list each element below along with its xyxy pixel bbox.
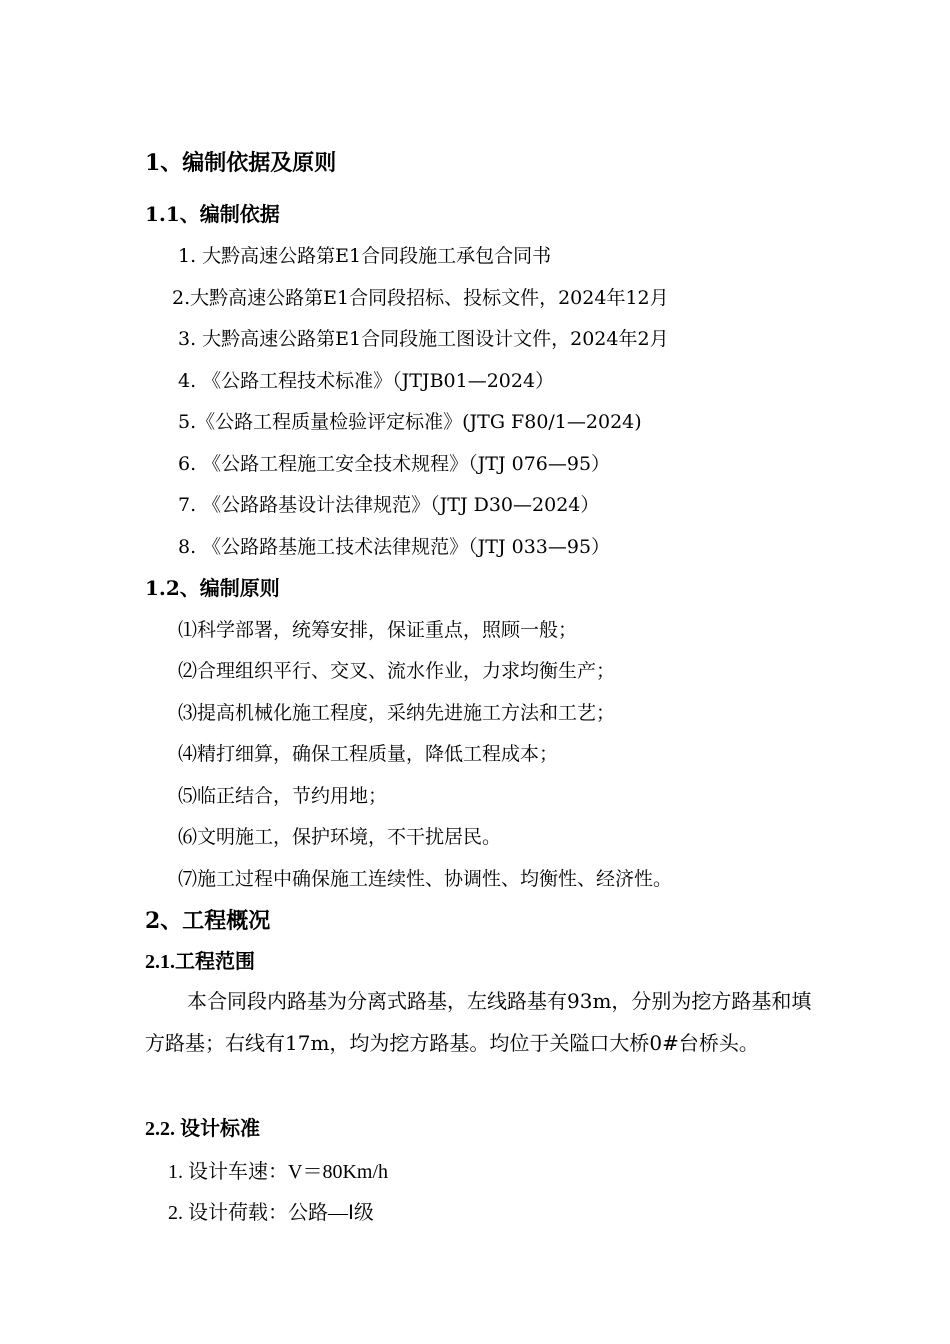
principle-item-2: ⑵合理组织平行、交叉、流水作业，力求均衡生产；: [178, 660, 616, 682]
section-2-1-heading: 2.1.工程范围: [145, 951, 255, 973]
standard-item-2: 2. 设计荷载：公路—Ⅰ级: [168, 1202, 374, 1224]
section-2-2-heading: 2.2. 设计标准: [145, 1118, 260, 1140]
basis-item-5: 5.《公路工程质量检验评定标准》(JTG F80/1—2024): [178, 411, 642, 433]
principle-item-5: ⑸临正结合，节约用地；: [178, 785, 388, 807]
basis-item-1: 1. 大黔高速公路第E1合同段施工承包合同书: [178, 245, 552, 267]
basis-item-3: 3. 大黔高速公路第E1合同段施工图设计文件，2024年2月: [178, 328, 669, 350]
basis-item-8: 8. 《公路路基施工技术法律规范》（JTJ 033—95）: [178, 536, 611, 558]
section-1-2-heading: 1.2、编制原则: [145, 576, 280, 600]
basis-item-7: 7. 《公路路基设计法律规范》（JTJ D30—2024）: [178, 494, 600, 516]
section-2-heading: 2、工程概况: [145, 908, 271, 934]
section-1-heading: 1、编制依据及原则: [145, 150, 337, 176]
scope-paragraph: 本合同段内路基为分离式路基，左线路基有93m，分别为挖方路基和填方路基；右线有17m，均为挖方路基。均位于关隘口大桥0#台桥头。: [145, 989, 812, 1055]
principle-item-3: ⑶提高机械化施工程度，采纳先进施工方法和工艺；: [178, 702, 616, 724]
principle-item-6: ⑹文明施工，保护环境，不干扰居民。: [178, 826, 502, 848]
basis-item-4: 4. 《公路工程技术标准》（JTJB01—2024）: [178, 370, 555, 392]
principle-item-1: ⑴科学部署，统筹安排，保证重点，照顾一般；: [178, 619, 578, 641]
principle-item-4: ⑷精打细算，确保工程质量，降低工程成本；: [178, 743, 559, 765]
standard-item-1: 1. 设计车速：V＝80Km/h: [168, 1161, 388, 1183]
basis-item-2: 2.大黔高速公路第E1合同段招标、投标文件，2024年12月: [172, 287, 669, 309]
principle-item-7: ⑺施工过程中确保施工连续性、协调性、均衡性、经济性。: [178, 868, 673, 890]
section-1-1-heading: 1.1、编制依据: [145, 202, 280, 226]
basis-item-6: 6. 《公路工程施工安全技术规程》（JTJ 076—95）: [178, 453, 611, 475]
